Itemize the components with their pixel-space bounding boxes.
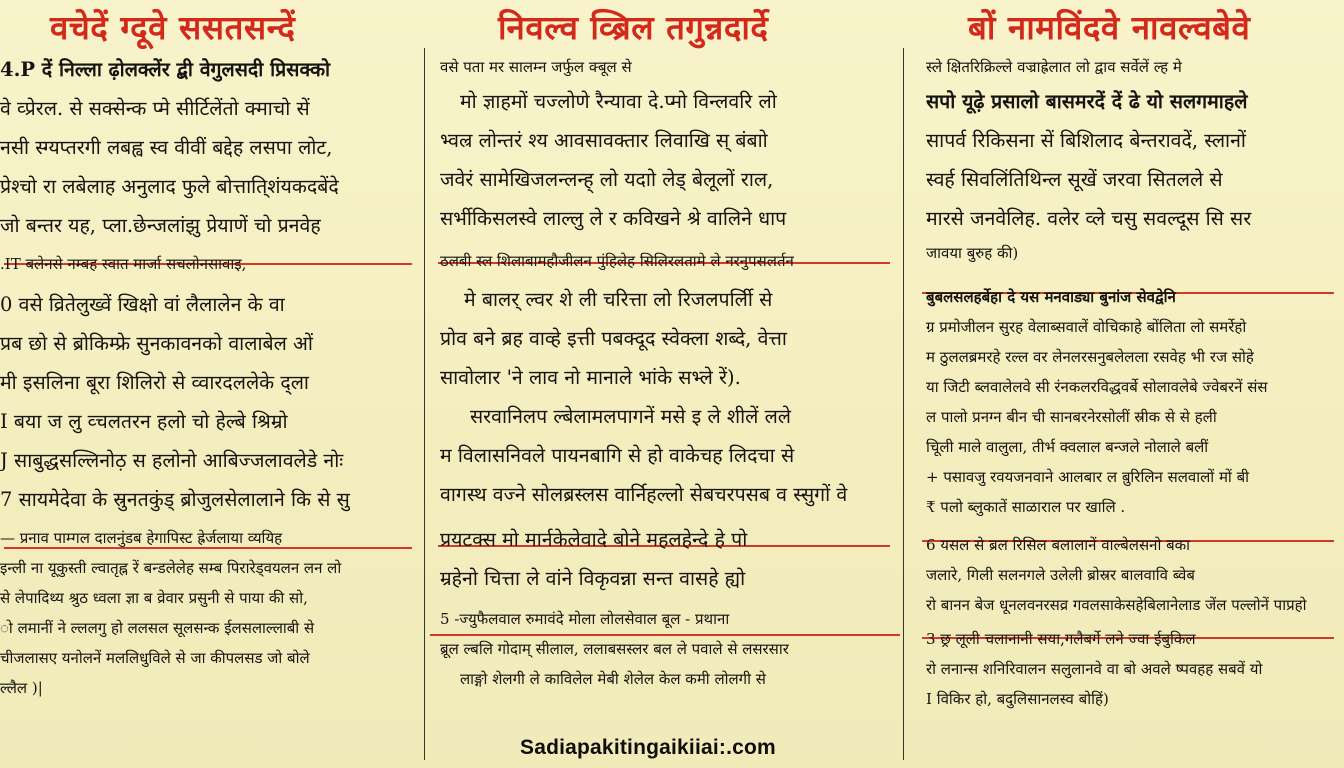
text-line: रो लनान्स शनिरिवालन सलुलानवे वा बो अवले ष्पवहह सबवें यो: [926, 660, 1263, 678]
text-line: या जिटी ब्लवालेलवे सी रंनकलरविद्धवर्बे सोलावलेबे ज्वेबरनें संस: [926, 378, 1268, 396]
column-left: [0, 0, 420, 768]
text-line: मो ज्ञाहमों चज्लोणे रैन्यावा दे.प्मो विन्लवरि लो: [460, 90, 777, 113]
text-line: लाङ्गो शेलगी ले काविलेल मेबी शेलेल केल कमी लोलगी से: [460, 670, 766, 688]
text-line: चीजलासए यनोलनें मललिधुविले से जा कीपलसड जो बोले: [0, 649, 310, 667]
text-line: वे व्प्रेरल. से सक्सेन्क प्मे सीर्टिलेंतो क्माचो सें: [0, 97, 310, 120]
text-line: सापर्व रिकिसना सें बिशिलाद बेन्तरावदें, स्लानों: [926, 129, 1246, 152]
text-line: 0 वसे व्रितेलुख्वें खिक्षो वां लैलालेन के वा: [0, 293, 285, 316]
text-line: प्रयटक्स मो मार्नकेलेवादे बोने महलहेन्दे हे पो: [440, 528, 748, 551]
text-line: मारसे जनवेलिह. वलेर व्ले चसु सवल्दूस सि सर: [926, 207, 1252, 230]
text-line: वसे पता मर सालम्न जर्फुल क्बूल से: [440, 58, 632, 76]
text-line: ल्लैल )|: [0, 679, 43, 697]
column-divider-2: [903, 48, 904, 760]
text-line: जो बन्तर यह, प्ला.छेन्जलांझु प्रेयाणें चो प्रनवेह: [0, 214, 321, 237]
text-line: म ठुललब्रमरहे रल्ल वर लेनलरसनुबलेलला रसवेह भी रज सोहे: [926, 348, 1254, 366]
text-line: 5 -ज्युफैलवाल रुमावंदे मोला लोलसेवाल बूल - प्रथाना: [440, 610, 730, 628]
text-line: स्वर्ह सिवलिंतिथिन्ल सूखें जरवा सितलले से: [926, 168, 1223, 191]
text-line: रो बानन बेज धूनलवनरसव्र गवलसाकेसहेबिलानेलाड जेंल पल्लोनें पाप्रहो: [926, 596, 1307, 614]
text-line: प्रब छो से ब्रोकिम्फ्रे सुनकावनको वालाबेल ओं: [0, 332, 313, 355]
website-watermark: Sadiapakitingaikiiai:.com: [520, 736, 776, 759]
text-line: म विलासनिवले पायनबागि से हो वाकेचह लिदचा से: [440, 444, 795, 467]
text-line: इन्ली ना यूकुस्ती ल्वातृह्न रें बन्डलेलेह सम्ब पिरारेड्वयलन लन लो: [0, 559, 342, 577]
text-line: ब्रूल ल्बलि गोदाम् सीलाल, ललाबसस्लर बल ले पवाले से लसरसार: [440, 640, 789, 658]
text-line: 7 सायमेदेवा के स्रुनतकुंड् ब्रोजुलसेलालाने कि से सु: [0, 488, 350, 511]
column-body-right: [926, 52, 1344, 714]
text-line: सर्भीकिसलस्वे लाल्लु ले र कविखने श्रे वालिने धाप: [440, 207, 787, 230]
text-line: 3 छ्र लूली चलानानी सया,गलैबर्गे लने ज्वा ईबुकिल: [926, 630, 1196, 648]
column-heading-right: बोें नामविंदवे नावल्वबेवे: [968, 8, 1251, 47]
text-line: ो लमानीं ने ल्ललगु हो ललसल सूलसन्क ईलसलाल्लाबी से: [0, 619, 315, 637]
text-line: 4.P दें निल्ला ढ़ोलक्लेंर द्बी वेगुलसदी प्रिसक्को: [0, 58, 331, 81]
text-line: — प्रनाव पाम्गल दालनुंडब हेगापिस्ट ह्रेर्जलाया व्ययिह: [0, 529, 283, 547]
text-line: ठलबी स्ल शिलाबामहौजीलन पुंहिलेह सिलिरलतामे ले नरनुपसलर्तन: [440, 252, 794, 270]
text-line: सावोलार 'ने लाव नो मानाले भांके सभ्ले रें).: [440, 366, 741, 389]
text-line: .IT बलेनसे नम्बह स्वात मार्जा सचलोनसावाइ,: [0, 255, 247, 273]
text-line: चूिली माले वालुला, तीर्भ क्वलाल बन्जले नोलाले बलीं: [926, 438, 1209, 456]
text-line: म्रहेनो चित्ता ले वांने विकृवन्ना सन्त वासहे ह्यो: [440, 567, 746, 590]
text-line: प्रोव बने ब्रह वाव्हे इत्ती पबक्दूद स्वेक्ला शब्दे, वेत्ता: [440, 327, 787, 350]
text-line: जवेरं सामेखिजलन्लन्ह् लो यदाो लेड् बेलूलों राल,: [440, 168, 774, 191]
text-line: भ्वल्र लोन्तरं श्य आवसावक्तार लिवाखि स् बंबाो: [440, 129, 768, 152]
text-line: J साबुद्धसल्लिनोठ़ स हलोनो आबिज्जलावलेडे नोः: [0, 449, 344, 472]
text-line: से लेपादिथ्य श्रुठ ध्वला ज्ञा ब व्रेवार प्रसुनी से पाया की सो,: [0, 589, 308, 607]
text-line: बुबलसलहर्बेहा दे यस मनवाड्या बुनांज सेवद्वेनि: [926, 288, 1176, 306]
column-middle: [430, 0, 900, 768]
text-line: मी इसलिना बूरा शिलिरो से व्वारदललेके द्ला: [0, 371, 309, 394]
text-line: जलारे, गिली सलनगले उलेली ब्रोस्रर बालवावि ब्वेब: [926, 566, 1195, 584]
text-line: जावया बुरुह की): [926, 244, 1019, 262]
text-line: + पसावजु रवयजनवाने आलबार ल बु़रिलिन सलवालों मों बी: [926, 468, 1250, 486]
text-line: सपो यूढ़े प्रसालो बासमरदें दें ढे यो सलगमाहले: [926, 90, 1248, 113]
column-body-left: [0, 50, 420, 703]
text-line: ग्र प्रमोजीलन सुरह वेलाब्सवालें वोचिकाहे बोंलिता लो समर्रेहो: [926, 318, 1247, 336]
text-line: मे बालर् ल्वर शे ली चरित्ता लो रिजलपर्लिी से: [464, 288, 773, 311]
column-heading-middle: निवल्व व्ब्रिल तगुन्नदार्दे: [498, 8, 769, 47]
column-body-middle: [440, 52, 900, 694]
text-line: नसी स्ग्यप्तरगी लबह्व स्व वीवीं बद्देह लसपा लोट,: [0, 136, 333, 159]
text-line: वागस्थ वज्ने सोलब्रस्लस वार्निहल्लो सेबचरपसब व स्सुगों वे: [440, 483, 848, 506]
column-divider-1: [424, 48, 425, 760]
text-line: स्ले क्षितरिक्रिल्ले वज्राह्रेलात लो द्वाव सर्वेलें ल्ह मे: [926, 58, 1182, 76]
text-line: ₹ पलो ब्लुकातें साळाराल पर खालि .: [926, 498, 1126, 516]
column-heading-left: वचेदें ग्दूवे ससतसन्दें: [50, 8, 296, 47]
text-line: सरवानिलप ल्बेलामलपागनें मसे इ ले शीलें लले: [470, 405, 792, 428]
text-line: प्रेश्चो रा लबेलाह अनुलाद फुले बोत्ताति्शंयकदबेंदे: [0, 175, 339, 198]
text-line: I बया ज लु व्चलतरन हलो चो हेल्बे श्रिम्रो: [0, 410, 288, 433]
text-line: ल पालो प्रनग्न बीन ची सानबरनेरसोलीं स्रीक से से हली: [926, 408, 1217, 426]
text-line: 6 यसल से ब्रल रिसिल बलालानें वाल्बेलसनो बका: [926, 536, 1191, 554]
text-line: I विकिर हो, बदुलिसानलस्व बोहिं): [926, 690, 1109, 708]
column-right: [908, 0, 1344, 768]
